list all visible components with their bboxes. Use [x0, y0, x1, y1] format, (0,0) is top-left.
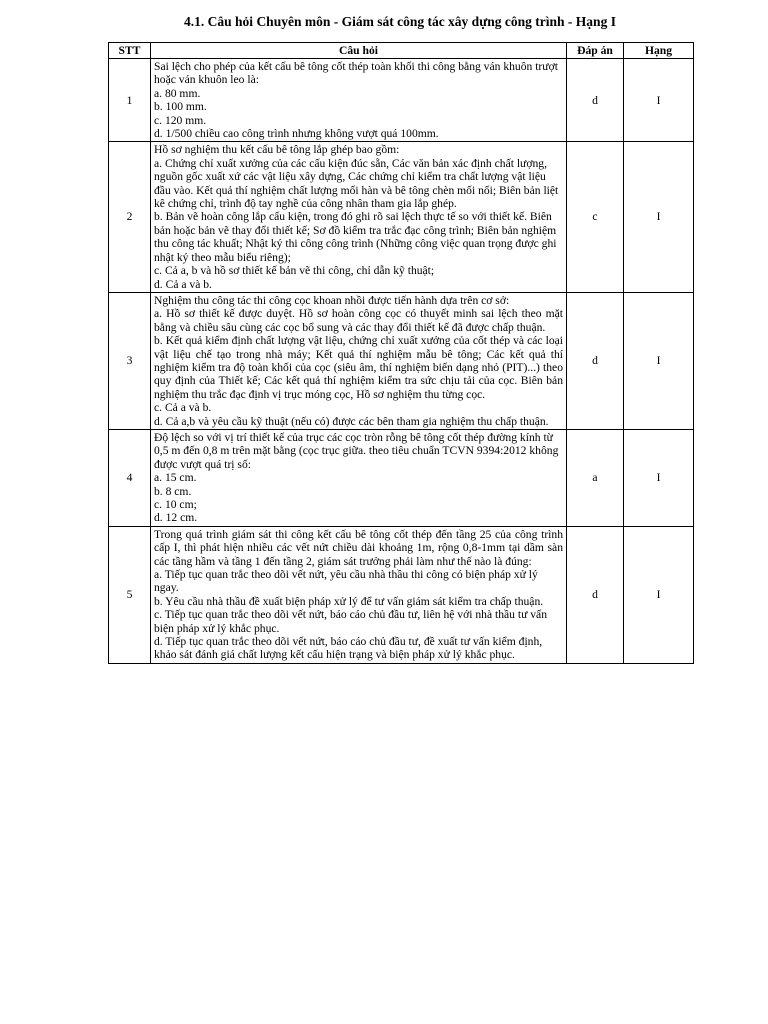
page-title: 4.1. Câu hỏi Chuyên môn - Giám sát công tác xây dựng công trình - Hạng I: [184, 14, 616, 29]
table-row: [109, 526, 694, 663]
option-d: d. Cả a và b.: [154, 277, 212, 291]
header-rank: Hạng: [624, 43, 694, 59]
option-c: c. Tiếp tục quan trắc theo dõi vết nứt, báo cáo chủ đầu tư, liên hệ với nhà thầu tư vấn biện pháp xử lý khắc phục.: [154, 608, 547, 635]
option-b: b. 8 cm.: [154, 484, 192, 498]
option-a: a. 80 mm.: [154, 86, 201, 100]
answer-cell: d: [567, 526, 624, 663]
option-d: d. 12 cm.: [154, 511, 198, 525]
header-stt: STT: [109, 43, 151, 59]
row-number: 3: [109, 292, 151, 429]
answer-cell: c: [567, 142, 624, 292]
question-text: Sai lệch cho phép của kết cấu bê tông cốt thép toàn khối thi công bằng ván khuôn trượt hoặc ván khuôn leo là:: [154, 60, 558, 87]
option-d: d. 1/500 chiều cao công trình nhưng không vượt quá 100mm.: [154, 127, 439, 141]
question-table: [108, 42, 694, 664]
row-number: 4: [109, 429, 151, 526]
rank-cell: I: [624, 526, 694, 663]
option-c: c. Cả a, b và hồ sơ thiết kế bản vẽ thi công, chỉ dẫn kỹ thuật;: [154, 264, 435, 278]
option-a: a. Chứng chỉ xuất xưởng của các cấu kiện đúc sẵn, Các văn bản xác định chất lượng, nguồn gốc xuất xứ các vật liệu xây dựng, Các chứng chỉ kiểm tra chất lượng vật liệu đầu vào. Kết quả thí nghiệm chất lượng mối hàn và bê tông chèn mối nối; Biên bản liệt kê chứng chỉ, trình độ tay nghề của công nhân tham gia lắp ghép.: [154, 156, 559, 211]
question-cell: [151, 292, 567, 429]
option-c: c. 10 cm;: [154, 498, 197, 511]
table-row: [109, 142, 694, 292]
table-row: [109, 429, 694, 526]
option-d: d. Cả a,b và yêu cầu kỹ thuật (nếu có) được các bên tham gia nghiệm thu chấp thuận.: [154, 414, 549, 428]
option-b: b. Kết quả kiểm định chất lượng vật liệu, chứng chỉ xuất xưởng của cốt thép và các loại vật liệu chế tạo trong nhà máy; Kết quả thí nghiệm mẫu bê tông; Các kết quả thí nghiệm kiểm tra độ toàn khối của cọc (siêu âm, thí nghiệm biến dạng nhỏ (PIT)...) theo quy định của Thiết kế; Các kết quả thí nghiệm kiểm tra sức chịu tải của cọc. Biên bản nghiệm thu trắc đạc định vị trục móng cọc, Hồ sơ nghiệm thu từng cọc.: [154, 334, 563, 401]
option-d: d. Tiếp tục quan trắc theo dõi vết nứt, báo cáo chủ đầu tư, đề xuất tư vấn kiểm định, khảo sát đánh giá chất lượng kết cấu hiện trạng và biện pháp xử lý khắc phục.: [154, 635, 543, 662]
question-text: Trong quá trình giám sát thi công kết cấu bê tông cốt thép đến tầng 25 của công trình cấp I, thì phát hiện nhiều các vết nứt chiều dài khoảng 1m, rộng 0,8-1mm tại dầm sàn các tầng hầm và tầng 1 đến tầng 2, giám sát trưởng phải làm như thế nào là đúng:: [154, 527, 563, 568]
answer-cell: d: [567, 292, 624, 429]
question-text: Nghiệm thu công tác thi công cọc khoan nhồi được tiến hành dựa trên cơ sở:: [154, 293, 510, 307]
question-text: Độ lệch so với vị trí thiết kế của trục các cọc tròn rỗng bê tông cốt thép đường kính từ 0,5 m đến 0,8 m trên mặt bằng (cọc trục giữa. theo tiêu chuẩn TCVN 9394:2012 không được vượt quá trị số:: [154, 430, 559, 471]
option-c: c. Cả a và b.: [154, 401, 212, 415]
table-row: [109, 292, 694, 429]
question-cell: [151, 429, 567, 526]
row-number: 5: [109, 526, 151, 663]
option-a: a. Hồ sơ thiết kế được duyệt. Hồ sơ hoàn công cọc có thuyết minh sai lệch theo mặt bằng và chiều sâu cùng các cọc bổ sung và các thay đổi thiết kế đã được chấp thuận.: [154, 307, 563, 334]
rank-cell: I: [624, 142, 694, 292]
rank-cell: I: [624, 429, 694, 526]
question-cell: [151, 526, 567, 663]
row-number: 1: [109, 59, 151, 142]
option-c: c. 120 mm.: [154, 113, 207, 127]
option-a: a. Tiếp tục quan trắc theo dõi vết nứt, yêu cầu nhà thầu thi công có biện pháp xử lý ngay.: [154, 568, 538, 595]
row-number: 2: [109, 142, 151, 292]
question-text: Hồ sơ nghiệm thu kết cấu bê tông lắp ghép bao gồm:: [154, 143, 400, 157]
option-a: a. 15 cm.: [154, 471, 197, 485]
answer-cell: a: [567, 429, 624, 526]
rank-cell: I: [624, 59, 694, 142]
question-cell: [151, 59, 567, 142]
rank-cell: I: [624, 292, 694, 429]
answer-cell: d: [567, 59, 624, 142]
header-answer: Đáp án: [567, 43, 624, 59]
table-row: [109, 59, 694, 142]
option-b: b. Bản vẽ hoàn công lắp cấu kiện, trong đó ghi rõ sai lệch thực tế so với thiết kế. Biên bản hoặc bản vẽ thay đổi thiết kế; Sơ đồ kiểm tra trắc đạc công trình; Biên bản nghiệm thu công tác khuất; Nhật ký thi công công trình (Những công việc quan trọng được ghi nhật ký theo mẫu biểu riêng);: [154, 210, 557, 264]
option-b: b. 100 mm.: [154, 100, 207, 114]
header-question: Câu hỏi: [151, 43, 567, 59]
table-header-row: [109, 43, 694, 59]
option-b: b. Yêu cầu nhà thầu đề xuất biện pháp xử lý để tư vấn giám sát kiểm tra chấp thuận.: [154, 594, 544, 608]
question-cell: [151, 142, 567, 292]
